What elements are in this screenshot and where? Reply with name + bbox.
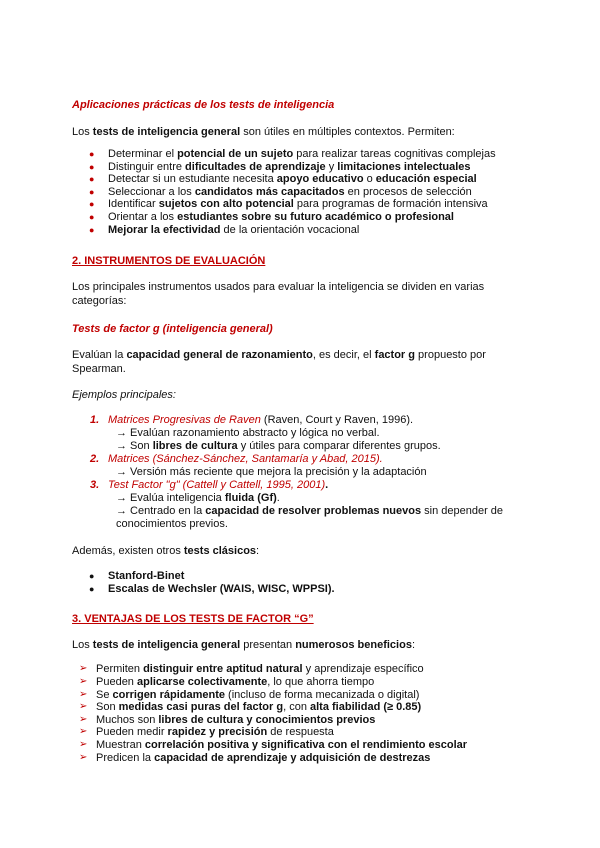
list-number: 3. <box>90 479 100 492</box>
list-number: 1. <box>90 414 100 427</box>
examples-list <box>72 414 534 531</box>
example-detail: → Evalúa inteligencia fluida (Gf). <box>116 492 280 505</box>
intro-paragraph <box>72 125 534 139</box>
list-item: ● Detectar si un estudiante necesita apoyo educativo o educación especial <box>89 173 477 186</box>
bullet-icon: ● <box>89 149 95 159</box>
factor-g-description: Evalúan la capacidad general de razonamiento, es decir, el factor g propuesto por Spearman. <box>72 349 486 376</box>
bullet-icon: ● <box>89 224 95 235</box>
subheading-factor-g: Tests de factor g (inteligencia general) <box>72 323 273 336</box>
section-title-applications: Aplicaciones prácticas de los tests de inteligencia <box>72 99 335 111</box>
uses-list <box>72 148 534 236</box>
bullet-icon: ● <box>89 174 95 185</box>
list-item: ● Escalas de Wechsler (WAIS, WISC, WPPSI). <box>89 582 335 595</box>
list-item: ● Determinar el potencial de un sujeto para realizar tareas cognitivas complejas <box>89 148 496 160</box>
list-item: ➢ Permiten distinguir entre aptitud natural y aprendizaje específico <box>79 663 424 676</box>
other-tests-paragraph: Además, existen otros tests clásicos: <box>72 545 260 558</box>
list-item: ➢ Pueden medir rapidez y precisión de respuesta <box>79 726 334 739</box>
example-detail: → Son libres de cultura y útiles para comparar diferentes grupos. <box>116 440 441 453</box>
arrowhead-bullet-icon: ➢ <box>79 701 88 713</box>
arrowhead-bullet-icon: ➢ <box>79 751 88 763</box>
list-item: ● Identificar sujetos con alto potencial para programas de formación intensiva <box>89 198 488 211</box>
document-page <box>72 96 534 764</box>
section-heading-instruments: 2. INSTRUMENTOS DE EVALUACIÓN <box>72 255 266 268</box>
advantages-intro: Los tests de inteligencia general presentan numerosos beneficios: <box>72 639 416 652</box>
bullet-icon: ● <box>89 186 95 197</box>
example-item <box>72 453 534 479</box>
example-name: Matrices Progresivas de Raven <box>108 414 261 427</box>
arrowhead-bullet-icon: ➢ <box>79 713 88 725</box>
list-item: ➢ Muchos son libres de cultura y conocimientos previos <box>79 713 376 726</box>
bullet-icon: ● <box>89 211 95 222</box>
list-item: ➢ Son medidas casi puras del factor g, con alta fiabilidad (≥ 0.85) <box>79 701 422 714</box>
list-item: ● Seleccionar a los candidatos más capacitados en procesos de selección <box>89 185 472 198</box>
list-item: ● Orientar a los estudiantes sobre su futuro académico o profesional <box>89 210 454 223</box>
advantages-list <box>72 663 534 764</box>
bullet-icon: ● <box>89 583 95 594</box>
example-item: 1. Matrices Progresivas de Raven (Raven, Court y Raven, 1996). → Evalúan razonamiento abstracto y lógica no verbal. → Son libres de cultura y útiles para comparar diferentes grupos. <box>72 414 534 453</box>
example-name: Test Factor "g" (Cattell y Cattell, 1995, 2001) <box>108 479 326 492</box>
bold-run: tests de inteligencia general <box>92 126 241 138</box>
list-item: ● Distinguir entre dificultades de aprendizaje y limitaciones intelectuales <box>89 160 471 173</box>
example-item: 3. Test Factor "g" (Cattell y Cattell, 1995, 2001). → Evalúa inteligencia fluida (Gf). → Centrado en la capacidad de resolver problemas nuevos sin depender de conocimientos previos. <box>72 479 534 531</box>
arrowhead-bullet-icon: ➢ <box>79 675 88 687</box>
example-detail: → Centrado en la capacidad de resolver problemas nuevos sin depender de conocimientos previos. <box>116 505 504 531</box>
section-heading-advantages: 3. VENTAJAS DE LOS TESTS DE FACTOR “G” <box>72 613 314 626</box>
example-detail: → Evalúan razonamiento abstracto y lógica no verbal. <box>116 427 380 440</box>
arrowhead-bullet-icon: ➢ <box>79 726 88 738</box>
list-item: ➢ Se corrigen rápidamente (incluso de forma mecanizada o digital) <box>79 688 420 701</box>
classic-tests-list <box>72 570 534 595</box>
arrowhead-bullet-icon: ➢ <box>79 688 88 700</box>
text-run: son útiles en múltiples contextos. Permiten: <box>240 126 455 138</box>
example-name: Matrices (Sánchez-Sánchez, Santamaría y Abad, 2015). <box>108 453 383 466</box>
list-item: ➢ Muestran correlación positiva y significativa con el rendimiento escolar <box>79 738 468 751</box>
list-item: ➢ Predicen la capacidad de aprendizaje y adquisición de destrezas <box>79 751 431 764</box>
list-number: 2. <box>90 453 100 466</box>
text-run: Los <box>72 126 93 138</box>
instruments-intro: Los principales instrumentos usados para evaluar la inteligencia se dividen en varias categorías: <box>72 281 485 308</box>
list-item: ● Stanford-Binet <box>89 570 185 583</box>
example-detail: → Versión más reciente que mejora la precisión y la adaptación <box>116 466 427 479</box>
arrowhead-bullet-icon: ➢ <box>79 663 88 675</box>
list-item: ➢ Pueden aplicarse colectivamente, lo que ahorra tiempo <box>79 675 375 688</box>
examples-label: Ejemplos principales: <box>72 389 176 402</box>
arrowhead-bullet-icon: ➢ <box>79 738 88 750</box>
list-item: ● Mejorar la efectividad de la orientación vocacional <box>89 223 360 236</box>
bullet-icon: ● <box>89 199 95 210</box>
bullet-icon: ● <box>89 161 95 172</box>
bullet-icon: ● <box>89 571 95 582</box>
